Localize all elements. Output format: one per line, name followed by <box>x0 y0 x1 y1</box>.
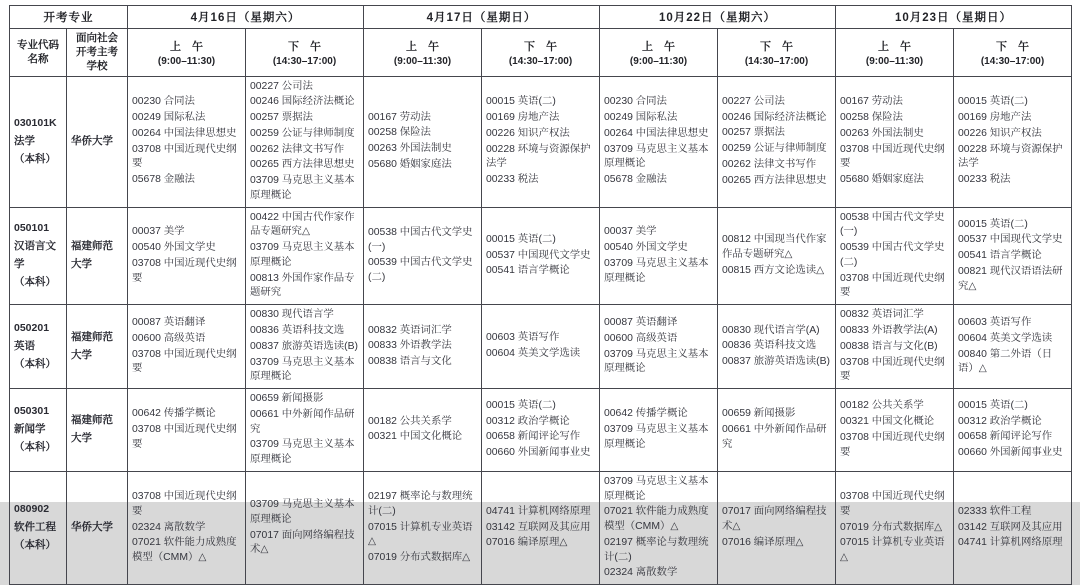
course-item: 07019 分布式数据库△ <box>368 552 471 564</box>
session-cell <box>836 389 954 472</box>
course-item: 07017 面向网络编程技术△ <box>722 506 827 533</box>
course-item: 00813 外国作家作品专题研究 <box>250 272 355 299</box>
major-degree: （本科） <box>14 357 56 370</box>
course-item: 00604 英美文学选读 <box>958 332 1053 344</box>
course-item: 00815 西方文论选读△ <box>722 264 825 276</box>
course-item: 03708 中国近现代史纲要 <box>132 257 237 284</box>
course-item: 00263 外国法制史 <box>840 127 924 139</box>
course-item: 00169 房地产法 <box>486 112 560 124</box>
session-cell <box>600 207 718 305</box>
am-header-apr16: 上 午 (9:00–11:30) <box>128 29 246 77</box>
course-item: 03709 马克思主义基本原理概论 <box>250 356 355 383</box>
course-item: 02324 离散数学 <box>132 521 206 533</box>
school-cell: 福建师范大学 <box>67 305 128 389</box>
table-row <box>10 76 1072 207</box>
course-item: 00312 政治学概论 <box>958 415 1042 427</box>
course-item: 00540 外国文学史 <box>604 242 688 254</box>
course-item: 00659 新闻摄影 <box>250 393 324 405</box>
course-item: 05680 婚姻家庭法 <box>840 174 924 186</box>
session-cell <box>482 76 600 207</box>
major-code: 080902 <box>14 503 50 516</box>
course-item: 03708 中国近现代史纲要 <box>840 356 945 383</box>
course-item: 00538 中国古代文学史(一) <box>840 211 945 238</box>
course-item: 00249 国际私法 <box>604 112 678 124</box>
session-cell <box>600 389 718 472</box>
session-cell <box>718 76 836 207</box>
course-item: 03709 马克思主义基本原理概论 <box>604 143 709 170</box>
course-item: 03709 马克思主义基本原理概论 <box>250 175 355 201</box>
major-degree: （本科） <box>14 152 56 165</box>
course-item: 07021 软件能力成熟度模型（CMM）△ <box>604 506 709 533</box>
pm-header-apr17: 下 午 (14:30–17:00) <box>482 29 600 77</box>
course-item: 00233 税法 <box>486 174 539 186</box>
session-cell <box>718 305 836 389</box>
course-item: 00812 中国现当代作家作品专题研究△ <box>722 234 827 261</box>
course-item: 07017 面向网络编程技术△ <box>250 529 355 556</box>
session-cell <box>128 76 246 207</box>
course-item: 00837 旅游英语选读(B) <box>722 356 830 368</box>
course-item: 02324 离散数学 <box>604 567 678 579</box>
course-item: 03709 马克思主义基本原理概论 <box>604 475 709 502</box>
major-code-header: 专业代码 名称 <box>10 29 67 77</box>
course-item: 00037 美学 <box>132 226 185 238</box>
course-item: 00227 公司法 <box>250 80 313 92</box>
session-cell <box>954 305 1072 389</box>
pm-header-apr16: 下 午 (14:30–17:00) <box>246 29 364 77</box>
course-item: 00246 国际经济法概论 <box>722 111 827 123</box>
session-cell <box>364 207 482 305</box>
session-cell <box>954 389 1072 472</box>
course-item: 00539 中国古代文学史(二) <box>840 242 945 268</box>
major-code: 030101K <box>14 116 57 129</box>
session-cell <box>836 207 954 305</box>
course-item: 03708 中国近现代史纲要 <box>840 491 945 517</box>
session-cell <box>718 471 836 584</box>
course-item: 00312 政治学概论 <box>486 415 570 427</box>
course-item: 07016 编译原理△ <box>722 536 804 548</box>
school-cell: 华侨大学 <box>67 76 128 207</box>
course-item: 05678 金融法 <box>132 174 195 186</box>
major-degree: （本科） <box>14 275 56 288</box>
date-header-apr16: 4月16日（星期六） <box>128 6 364 29</box>
course-item: 00541 语言学概论 <box>958 250 1042 262</box>
session-cell <box>246 305 364 389</box>
date-header-row <box>10 6 1072 29</box>
session-cell <box>954 76 1072 207</box>
date-header-apr17: 4月17日（星期日） <box>364 6 600 29</box>
session-header-row <box>10 29 1072 77</box>
course-item: 00249 国际私法 <box>132 112 206 124</box>
course-item: 00832 英语词汇学 <box>368 324 452 336</box>
session-cell <box>246 389 364 472</box>
course-item: 00226 知识产权法 <box>486 127 570 139</box>
course-item: 00838 语言与文化(B) <box>840 340 938 352</box>
course-item: 00087 英语翻译 <box>604 317 678 329</box>
course-item: 00836 英语科技文选 <box>250 325 345 336</box>
course-item: 03708 中国近现代史纲要 <box>840 272 945 299</box>
course-item: 00660 外国新闻事业史 <box>486 447 591 459</box>
course-item: 00830 现代语言学 <box>250 309 334 321</box>
course-item: 00659 新闻摄影 <box>722 408 796 420</box>
session-cell <box>718 207 836 305</box>
course-item: 00658 新闻评论写作 <box>958 431 1053 443</box>
course-item: 00265 西方法律思想史 <box>722 174 827 186</box>
course-item: 00037 美学 <box>604 226 657 238</box>
course-item: 00258 保险法 <box>368 127 431 139</box>
session-cell <box>482 471 600 584</box>
course-item: 00182 公共关系学 <box>840 400 924 412</box>
session-cell <box>364 389 482 472</box>
course-item: 00833 外语教学法(A) <box>840 325 938 336</box>
major-name: 法学 <box>14 134 35 147</box>
course-item: 00228 环境与资源保护法学 <box>958 143 1063 170</box>
session-cell <box>246 207 364 305</box>
course-item: 07015 计算机专业英语△ <box>840 537 945 564</box>
session-cell <box>128 305 246 389</box>
course-item: 07021 软件能力成熟度模型（CMM）△ <box>132 537 237 564</box>
course-item: 00228 环境与资源保护法学 <box>486 143 591 170</box>
corner-header-cell: 开考专业 <box>10 6 128 29</box>
school-cell: 福建师范大学 <box>67 207 128 305</box>
session-cell <box>482 389 600 472</box>
course-item: 00321 中国文化概论 <box>840 416 935 428</box>
schedule-body <box>10 76 1072 585</box>
session-cell <box>954 471 1072 584</box>
table-row <box>10 471 1072 584</box>
course-item: 02197 概率论与数理统计(二) <box>368 491 473 517</box>
course-item: 00015 英语(二) <box>486 233 556 245</box>
major-cell <box>10 471 67 584</box>
course-item: 00167 劳动法 <box>840 96 903 108</box>
course-item: 00264 中国法律思想史 <box>132 127 237 139</box>
course-item: 00246 国际经济法概论 <box>250 96 355 108</box>
course-item: 04741 计算机网络原理 <box>486 505 591 517</box>
major-code: 050201 <box>14 321 50 334</box>
course-item: 03709 马克思主义基本原理概论 <box>250 499 355 525</box>
session-cell <box>954 207 1072 305</box>
session-cell <box>718 389 836 472</box>
course-item: 00836 英语科技文选 <box>722 340 817 352</box>
am-header-apr17: 上 午 (9:00–11:30) <box>364 29 482 77</box>
session-cell <box>364 305 482 389</box>
course-item: 00540 外国文学史 <box>132 242 216 254</box>
major-cell <box>10 305 67 389</box>
course-item: 00830 现代语言学(A) <box>722 324 820 336</box>
course-item: 03709 马克思主义基本原理概论 <box>250 242 355 268</box>
course-item: 00015 英语(二) <box>958 218 1028 230</box>
major-name: 软件工程 <box>14 521 56 534</box>
course-item: 00167 劳动法 <box>368 111 431 123</box>
course-item: 03709 马克思主义基本原理概论 <box>604 424 709 450</box>
course-item: 00837 旅游英语选读(B) <box>250 340 358 352</box>
major-name: 新闻学 <box>14 423 46 436</box>
major-cell <box>10 76 67 207</box>
course-item: 03142 互联网及其应用 <box>486 521 591 533</box>
course-item: 00422 中国古代作家作品专题研究△ <box>250 211 355 238</box>
major-code: 050101 <box>14 222 50 235</box>
course-item: 02197 概率论与数理统计(二) <box>604 536 709 563</box>
school-header: 面向社会 开考主考 学校 <box>67 29 128 77</box>
course-item: 00259 公证与律师制度 <box>722 143 827 155</box>
course-item: 00537 中国现代文学史 <box>486 249 591 261</box>
course-item: 00226 知识产权法 <box>958 127 1042 139</box>
course-item: 00642 传播学概论 <box>132 408 216 420</box>
date-header-oct22: 10月22日（星期六） <box>600 6 836 29</box>
course-item: 00015 英语(二) <box>958 399 1028 411</box>
course-item: 07016 编译原理△ <box>486 537 568 549</box>
course-item: 07015 计算机专业英语△ <box>368 521 473 548</box>
course-item: 03708 中国近现代史纲要 <box>840 143 945 170</box>
course-item: 00257 票据法 <box>250 112 313 124</box>
school-cell: 福建师范大学 <box>67 389 128 472</box>
course-item: 03142 互联网及其应用 <box>958 521 1063 533</box>
course-item: 00661 中外新闻作品研究 <box>722 424 827 450</box>
course-item: 03709 马克思主义基本原理概论 <box>250 439 355 466</box>
course-item: 00832 英语词汇学 <box>840 309 924 321</box>
major-cell <box>10 389 67 472</box>
course-item: 00262 法律文书写作 <box>722 158 817 170</box>
major-name: 英语 <box>14 339 35 352</box>
course-item: 00833 外语教学法 <box>368 340 452 352</box>
course-item: 00537 中国现代文学史 <box>958 234 1063 246</box>
pm-header-oct22: 下 午 (14:30–17:00) <box>718 29 836 77</box>
session-cell <box>482 207 600 305</box>
course-item: 00015 英语(二) <box>958 96 1028 108</box>
course-item: 00258 保险法 <box>840 112 903 124</box>
course-item: 00821 现代汉语语法研究△ <box>958 265 1063 292</box>
course-item: 00087 英语翻译 <box>132 317 206 329</box>
major-name: 汉语言文学 <box>14 240 56 270</box>
table-row <box>10 305 1072 389</box>
course-item: 03708 中国近现代史纲要 <box>132 424 237 450</box>
session-cell <box>836 471 954 584</box>
session-cell <box>600 76 718 207</box>
course-item: 00538 中国古代文学史(一) <box>368 226 473 253</box>
course-item: 05680 婚姻家庭法 <box>368 158 452 170</box>
course-item: 00600 高级英语 <box>132 332 206 344</box>
course-item: 00600 高级英语 <box>604 332 678 344</box>
course-item: 07019 分布式数据库△ <box>840 521 943 533</box>
session-cell <box>836 76 954 207</box>
session-cell <box>128 389 246 472</box>
course-item: 02333 软件工程 <box>958 505 1032 517</box>
course-item: 00265 西方法律思想史 <box>250 159 355 171</box>
course-item: 00838 语言与文化 <box>368 356 452 368</box>
course-item: 03708 中国近现代史纲要 <box>840 431 945 458</box>
session-cell <box>364 471 482 584</box>
course-item: 00015 英语(二) <box>486 96 556 108</box>
am-header-oct23: 上 午 (9:00–11:30) <box>836 29 954 77</box>
course-item: 04741 计算机网络原理 <box>958 537 1063 549</box>
course-item: 00262 法律文书写作 <box>250 143 345 155</box>
course-item: 03709 马克思主义基本原理概论 <box>604 348 709 375</box>
session-cell <box>364 76 482 207</box>
exam-schedule-table <box>9 5 1072 585</box>
course-item: 00603 英语写作 <box>486 332 560 344</box>
course-item: 00233 税法 <box>958 174 1011 186</box>
session-cell <box>600 305 718 389</box>
table-row <box>10 207 1072 305</box>
major-degree: （本科） <box>14 440 56 453</box>
session-cell <box>482 305 600 389</box>
session-cell <box>600 471 718 584</box>
course-item: 00257 票据法 <box>722 127 785 139</box>
course-item: 00539 中国古代文学史(二) <box>368 257 473 284</box>
course-item: 03709 马克思主义基本原理概论 <box>604 257 709 284</box>
course-item: 03708 中国近现代史纲要 <box>132 348 237 375</box>
course-item: 00321 中国文化概论 <box>368 431 463 443</box>
session-cell <box>836 305 954 389</box>
course-item: 00604 英美文学选读 <box>486 348 581 360</box>
course-item: 00840 第二外语（日语）△ <box>958 348 1053 375</box>
course-item: 00169 房地产法 <box>958 112 1032 124</box>
session-cell <box>246 471 364 584</box>
course-item: 03708 中国近现代史纲要 <box>132 491 237 517</box>
course-item: 00230 合同法 <box>604 96 667 108</box>
session-cell <box>246 76 364 207</box>
session-cell <box>128 471 246 584</box>
course-item: 00263 外国法制史 <box>368 143 452 155</box>
table-row <box>10 389 1072 472</box>
course-item: 00541 语言学概论 <box>486 265 570 277</box>
course-item: 00230 合同法 <box>132 96 195 108</box>
course-item: 00660 外国新闻事业史 <box>958 447 1063 459</box>
course-item: 00227 公司法 <box>722 95 785 107</box>
major-cell <box>10 207 67 305</box>
am-header-oct22: 上 午 (9:00–11:30) <box>600 29 718 77</box>
course-item: 00264 中国法律思想史 <box>604 127 709 139</box>
pm-header-oct23: 下 午 (14:30–17:00) <box>954 29 1072 77</box>
course-item: 00642 传播学概论 <box>604 408 688 420</box>
major-degree: （本科） <box>14 538 56 551</box>
course-item: 00661 中外新闻作品研究 <box>250 408 355 435</box>
course-item: 03708 中国近现代史纲要 <box>132 143 237 170</box>
course-item: 00182 公共关系学 <box>368 415 452 427</box>
course-item: 00259 公证与律师制度 <box>250 127 355 139</box>
course-item: 00015 英语(二) <box>486 399 556 411</box>
session-cell <box>128 207 246 305</box>
major-code: 050301 <box>14 405 50 418</box>
date-header-oct23: 10月23日（星期日） <box>836 6 1072 29</box>
course-item: 00658 新闻评论写作 <box>486 431 581 443</box>
school-cell: 华侨大学 <box>67 471 128 584</box>
course-item: 00603 英语写作 <box>958 317 1032 329</box>
course-item: 05678 金融法 <box>604 174 667 186</box>
